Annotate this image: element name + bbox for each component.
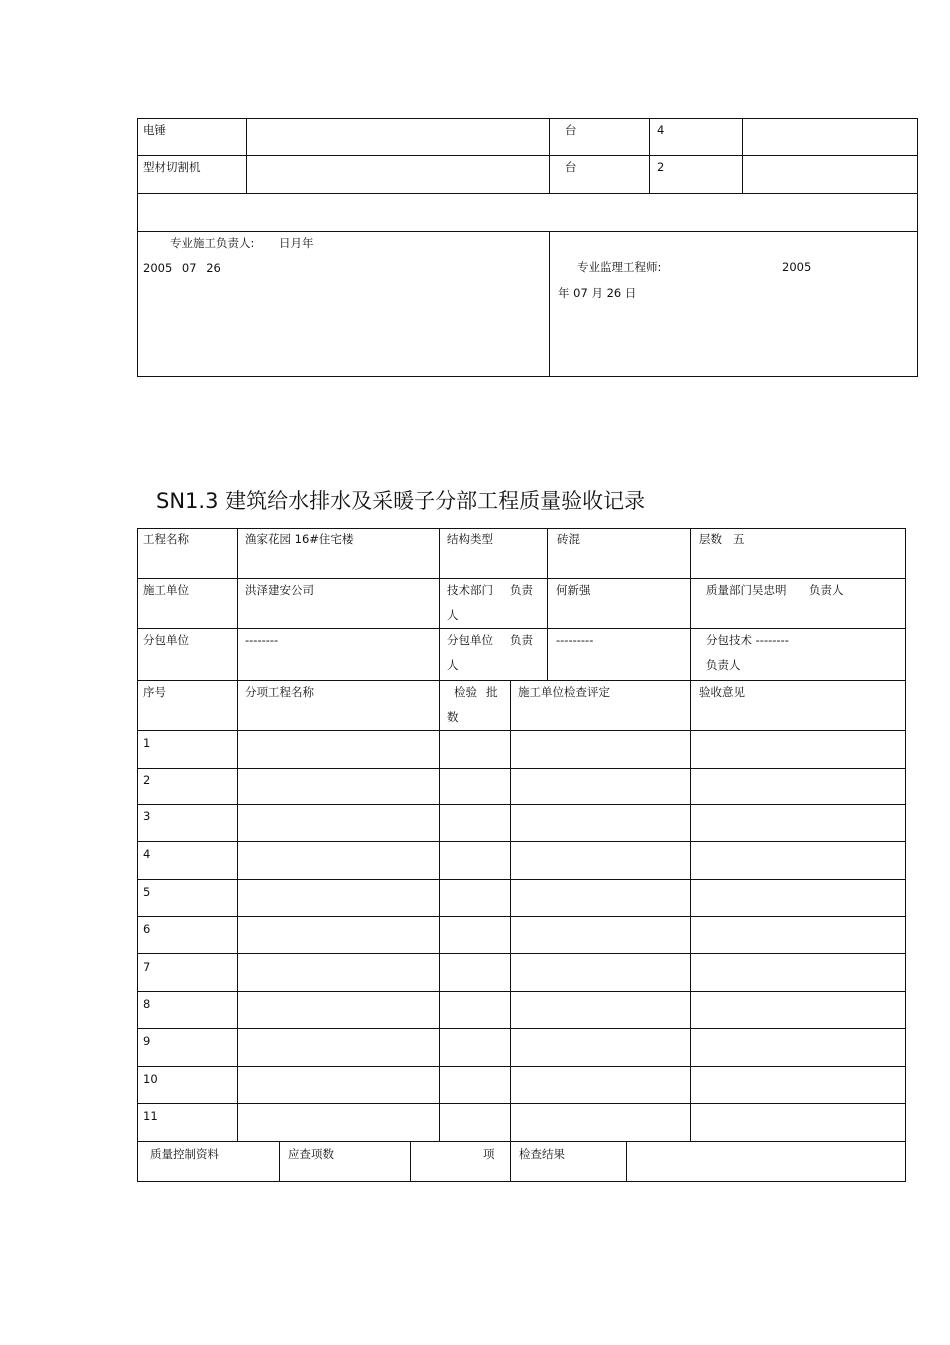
equipment-qty: 2: [657, 160, 665, 174]
equipment-unit: 台: [565, 160, 577, 174]
construction-lead-date-words: 日月年: [279, 236, 314, 250]
count-label: 应查项数: [288, 1147, 334, 1161]
contractor: 洪泽建安公司: [245, 583, 314, 597]
supervisor-year: 2005: [782, 260, 812, 274]
header-batch: 检验: [454, 685, 477, 699]
tech-dept-label-person: 人: [447, 608, 459, 622]
tech-dept-label: 技术部门: [447, 583, 493, 597]
row-number: 11: [143, 1109, 158, 1123]
subcontractor-label: 分包单位: [143, 633, 189, 647]
contractor-label: 施工单位: [143, 583, 189, 597]
row-number: 9: [143, 1034, 151, 1048]
quality-dept: 质量部门吴忠明: [706, 583, 787, 597]
header-seq: 序号: [143, 685, 166, 699]
construction-lead-label: 专业施工负责人:: [170, 236, 255, 250]
header-batch-2: 批: [486, 685, 498, 699]
page-title: SN1.3 建筑给水排水及采暖子分部工程质量验收记录: [156, 489, 646, 513]
row-number: 1: [143, 736, 151, 750]
header-batch-3: 数: [447, 710, 459, 724]
equipment-qty: 4: [657, 123, 665, 137]
row-number: 3: [143, 809, 151, 823]
equipment-name: 电锤: [143, 123, 166, 137]
equipment-name: 型材切割机: [143, 160, 201, 174]
quality-resp: 负责人: [809, 583, 844, 597]
supervisor-date: 年 07 月 26 日: [558, 286, 637, 300]
header-item: 分项工程名称: [245, 685, 314, 699]
row-number: 8: [143, 997, 151, 1011]
sub-tech-resp: 负责人: [706, 658, 741, 672]
row-number: 5: [143, 885, 151, 899]
sub-unit-label-person: 人: [447, 658, 459, 672]
floors-value: 五: [733, 532, 745, 546]
sub-person: ---------: [556, 633, 594, 647]
floors-label: 层数: [699, 532, 722, 546]
sub-unit-label-resp: 负责: [510, 633, 533, 647]
tech-dept-label-resp: 负责: [510, 583, 533, 597]
structure-type: 砖混: [557, 532, 580, 546]
header-opinion: 验收意见: [699, 685, 745, 699]
sub-tech-label: 分包技术 --------: [706, 633, 789, 647]
supervisor-label: 专业监理工程师:: [577, 260, 662, 274]
row-number: 6: [143, 922, 151, 936]
construction-lead-date: 2005 07 26: [143, 261, 221, 275]
subcontractor: --------: [245, 633, 279, 647]
item-suffix: 项: [483, 1147, 495, 1161]
qc-label: 质量控制资料: [150, 1147, 219, 1161]
row-number: 10: [143, 1072, 158, 1086]
project-name: 渔家花园 16#住宅楼: [245, 532, 354, 546]
row-number: 4: [143, 847, 151, 861]
sub-unit-label: 分包单位: [447, 633, 493, 647]
equipment-unit: 台: [565, 123, 577, 137]
result-label: 检查结果: [519, 1147, 565, 1161]
structure-type-label: 结构类型: [447, 532, 493, 546]
row-number: 7: [143, 960, 151, 974]
tech-person: 何新强: [556, 583, 591, 597]
header-eval: 施工单位检查评定: [518, 685, 610, 699]
project-name-label: 工程名称: [143, 532, 189, 546]
row-number: 2: [143, 773, 151, 787]
